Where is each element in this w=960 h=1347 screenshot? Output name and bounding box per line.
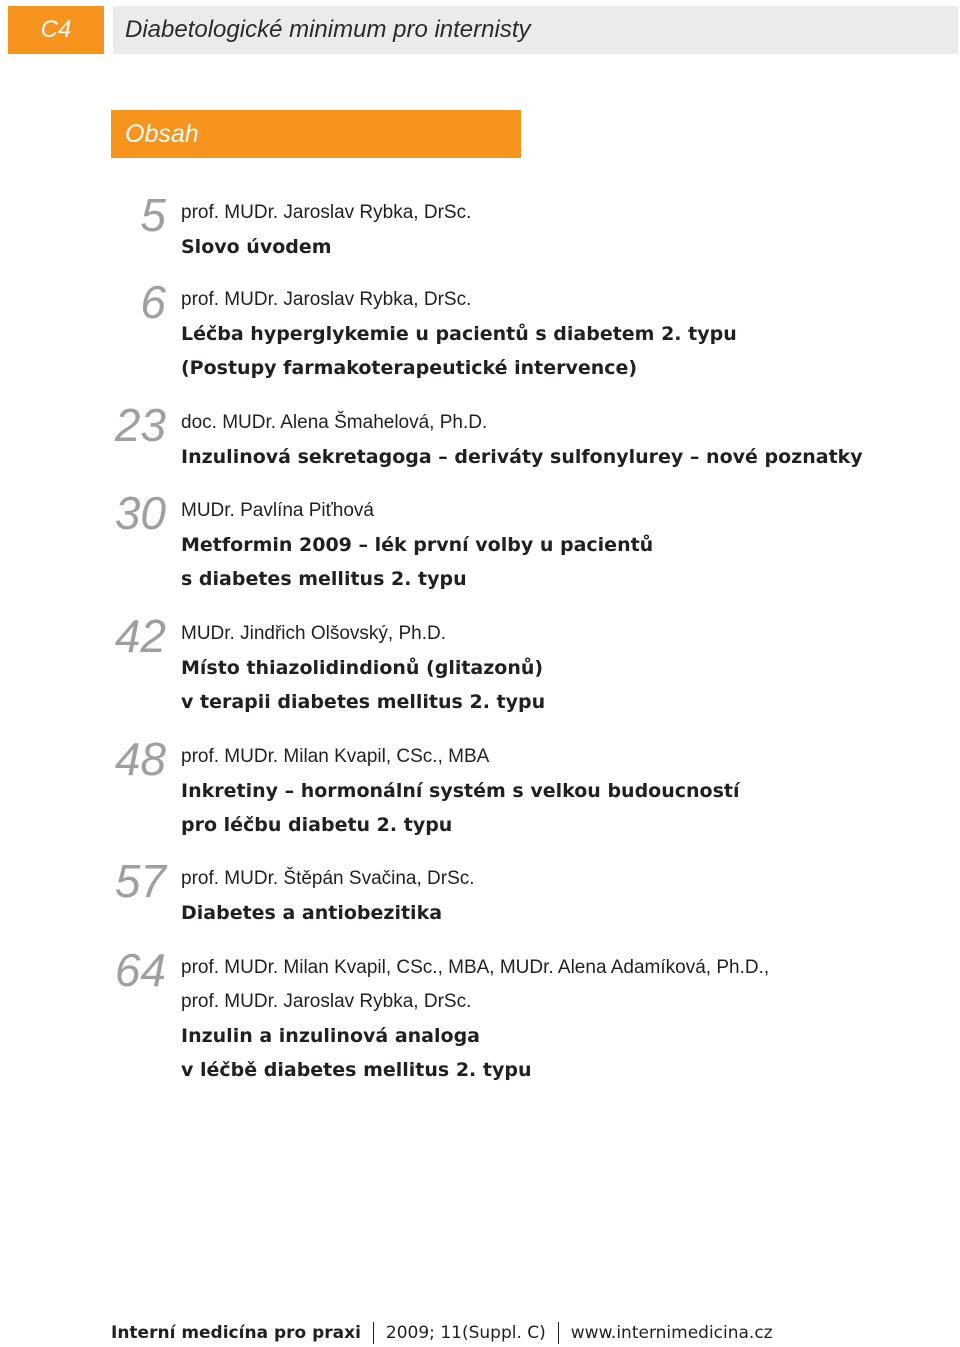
toc-title: v terapii diabetes mellitus 2. typu <box>181 691 546 713</box>
toc-entry-text <box>181 406 941 474</box>
toc-page-number: 6 <box>140 276 166 328</box>
toc-title: Inzulin a inzulinová analoga <box>181 1025 480 1047</box>
toc-title: Místo thiazolidindionů (glitazonů) <box>181 657 544 679</box>
toc-authors: prof. MUDr. Jaroslav Rybka, DrSc. <box>181 289 472 310</box>
toc-authors: prof. MUDr. Jaroslav Rybka, DrSc. <box>181 202 472 223</box>
toc-title: Inkretiny – hormonální systém s velkou budoucností <box>181 780 740 802</box>
page-footer <box>111 1320 773 1346</box>
toc-authors: prof. MUDr. Jaroslav Rybka, DrSc. <box>181 991 472 1012</box>
toc-entry-text <box>181 951 941 1087</box>
toc-authors: doc. MUDr. Alena Šmahelová, Ph.D. <box>181 412 488 433</box>
toc-title: (Postupy farmakoterapeutické intervence) <box>181 357 638 379</box>
toc-title: Metformin 2009 – lék první volby u pacientů <box>181 534 654 556</box>
toc-authors: MUDr. Pavlína Piťhová <box>181 500 374 521</box>
toc-title: pro léčbu diabetu 2. typu <box>181 814 453 836</box>
toc-authors: prof. MUDr. Milan Kvapil, CSc., MBA, MUDr. Alena Adamíková, Ph.D., <box>181 957 770 978</box>
toc-entry-text <box>181 494 941 596</box>
toc-page-number: 57 <box>114 855 166 907</box>
toc-page-number: 42 <box>114 610 166 662</box>
running-header <box>113 6 958 54</box>
toc-page-number: 23 <box>114 399 166 451</box>
toc-title: Léčba hyperglykemie u pacientů s diabetem 2. typu <box>181 323 737 345</box>
chapter-code: C4 <box>8 6 104 54</box>
toc-page-number: 5 <box>140 189 166 241</box>
contents-heading: Obsah <box>125 120 199 148</box>
toc-title: v léčbě diabetes mellitus 2. typu <box>181 1059 532 1081</box>
toc-authors: MUDr. Jindřich Olšovský, Ph.D. <box>181 623 446 644</box>
toc-authors: prof. MUDr. Milan Kvapil, CSc., MBA <box>181 746 490 767</box>
toc-authors: prof. MUDr. Štěpán Svačina, DrSc. <box>181 868 475 889</box>
toc-title: Diabetes a antiobezitika <box>181 902 443 924</box>
footer-issue: 2009; 11(Suppl. C) <box>385 1323 546 1343</box>
footer-divider <box>373 1322 374 1344</box>
toc-entry-text <box>181 617 941 719</box>
running-header-title: Diabetologické minimum pro internisty <box>125 16 531 43</box>
toc-page-number: 48 <box>114 733 166 785</box>
toc-entry-text <box>181 862 941 930</box>
toc-title: Slovo úvodem <box>181 236 332 258</box>
toc-page-number: 30 <box>114 487 166 539</box>
toc-title: s diabetes mellitus 2. typu <box>181 568 467 590</box>
contents-banner <box>111 110 521 158</box>
footer-divider <box>558 1322 559 1344</box>
toc-entry-text <box>181 740 941 842</box>
toc-entry-text <box>181 283 941 385</box>
toc-page-number: 64 <box>114 944 166 996</box>
toc-title: Inzulinová sekretagoga – deriváty sulfonylurey – nové poznatky <box>181 446 863 468</box>
toc-entry-text <box>181 196 941 264</box>
footer-url[interactable]: www.internimedicina.cz <box>570 1323 773 1343</box>
footer-journal-name: Interní medicína pro praxi <box>111 1323 361 1343</box>
